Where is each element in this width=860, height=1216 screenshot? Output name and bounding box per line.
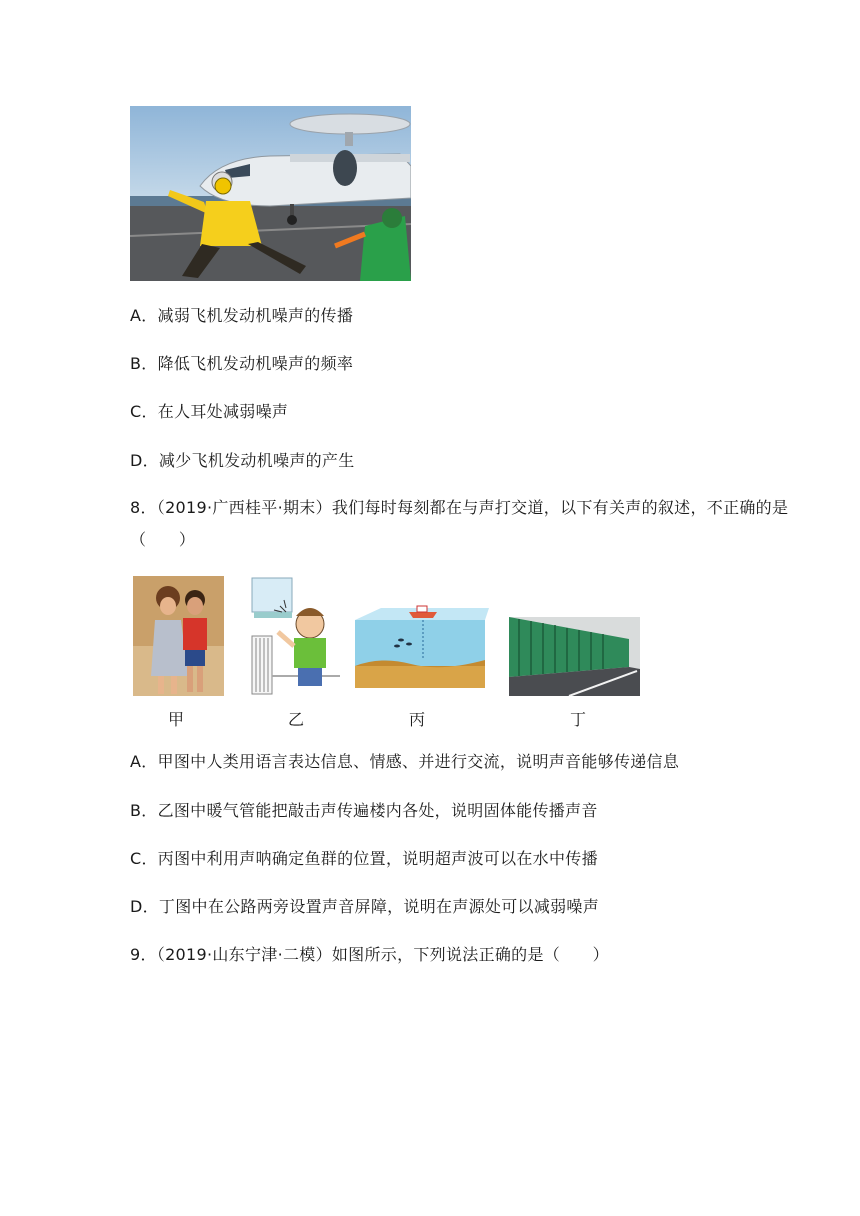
- aircraft-carrier-photo: [130, 106, 411, 281]
- q7-option-b: B．降低飞机发动机噪声的频率: [130, 354, 354, 373]
- figure-bing-sonar-illustration: [351, 600, 489, 696]
- caption-ding: 丁: [570, 710, 587, 729]
- figure-ding-highway-barrier-photo: [509, 617, 640, 696]
- caption-jia: 甲: [168, 710, 185, 729]
- figure-yi-radiator-cartoon: [250, 576, 340, 698]
- q7-option-c: C．在人耳处减弱噪声: [130, 402, 289, 421]
- q9-stem: 9．（2019·山东宁津·二模）如图所示，下列说法正确的是（ ）: [130, 945, 609, 964]
- q7-option-a: A．减弱飞机发动机噪声的传播: [130, 306, 354, 325]
- q8-stem: 8．（2019·广西桂平·期末）我们每时每刻都在与声打交道，以下有关声的叙述，不正确的是（ ）: [130, 498, 789, 549]
- caption-yi: 乙: [288, 710, 305, 729]
- q8-option-d: D．丁图中在公路两旁设置声音屏障，说明在声源处可以减弱噪声: [130, 897, 600, 916]
- q8-option-a: A．甲图中人类用语言表达信息、情感、并进行交流，说明声音能够传递信息: [130, 752, 680, 771]
- q7-option-d: D．减少飞机发动机噪声的产生: [130, 451, 355, 470]
- caption-bing: 丙: [409, 710, 426, 729]
- q8-option-b: B．乙图中暖气管能把敲击声传遍楼内各处，说明固体能传播声音: [130, 801, 598, 820]
- figure-jia-children-photo: [133, 576, 224, 696]
- q8-option-c: C．丙图中利用声呐确定鱼群的位置，说明超声波可以在水中传播: [130, 849, 598, 868]
